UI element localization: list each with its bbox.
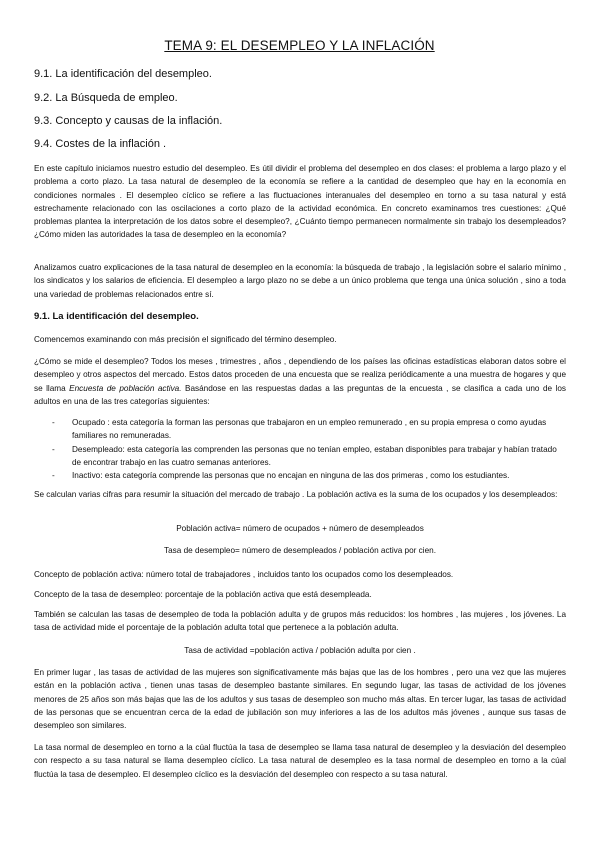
section-paragraph-1: Comencemos examinando con más precisión el significado del término desempleo.: [34, 335, 337, 344]
list-item: [34, 469, 566, 482]
concept-active-population: Concepto de población activa: número total de trabajadores , incluidos tanto los ocupados como los desempleados.: [34, 570, 454, 579]
toc-item-9-4: 9.4. Costes de la inflación .: [34, 138, 167, 150]
section-paragraph-6: La tasa normal de desempleo en torno a la cúal fluctúa la tasa de desempleo se llama tasa natural de desempleo y la desviación del desempleo con respecto a su tasa natural se llama desempleo cíclico. La tasa natural de desempleo es la tasa normal de desempleo en torno a la cúal fluctúa la tasa de desempleo. El desempleo cíclico es la desviación del desempleo con respecto a su tasa natural.: [34, 743, 566, 779]
concept-unemployment-rate: Concepto de la tasa de desempleo: porcentaje de la población activa que está desempleada.: [34, 590, 372, 599]
toc-item-9-3: 9.3. Concepto y causas de la inflación.: [34, 115, 223, 127]
bullet-dash: -: [52, 471, 55, 481]
category-list: [34, 416, 566, 482]
section-paragraph-2: [34, 355, 566, 408]
formula-unemployment-rate: Tasa de desempleo= número de desempleados / población activa por cien.: [164, 546, 436, 555]
formula-activity-rate: Tasa de actividad =población activa / población adulta por cien .: [184, 646, 416, 655]
survey-name: Encuesta de población activa.: [69, 383, 182, 393]
intro-paragraph-1: En este capítulo iniciamos nuestro estudio del desempleo. Es útil dividir el problema del desempleo en dos clases: el problema a largo plazo y el problema a corto plazo. La tasa natural de desempleo de la economía se refiere a la cantidad de desempleo que hay en la economía en condiciones normales . El desempleo cíclico se refiere a las fluctuaciones interanuales del desempleo en torno a su tasa natural y está estrechamente relacionado con las oscilaciones a corto plazo de la actividad económica. En concreto examinamos tres cuestiones: ¿Qué problemas plantea la interpretación de los datos sobre el desempleo?, ¿Cuánto tiempo permanecen normalmente sin trabajo los desempleados? ¿Cómo miden las autoridades la tasa de desempleo en la economía?: [34, 164, 566, 240]
intro-paragraph-2: Analizamos cuatro explicaciones de la tasa natural de desempleo en la economía: la búsqueda de trabajo , la legislación sobre el salario mínimo , los sindicatos y los salarios de eficiencia. El desempleo a largo plazo no se debe a un único problema que tenga una única solución , sino a toda una variedad de problemas relacionados entre sí.: [34, 263, 566, 299]
formula-population: Población activa= número de ocupados + número de desempleados: [176, 524, 424, 533]
list-item: [34, 443, 566, 470]
bullet-dash: -: [52, 418, 55, 427]
list-item-text: Ocupado : esta categoría la forman las personas que trabajaron en un empleo remunerado , en su propia empresa o como ayudas familiares no remuneradas.: [72, 418, 547, 441]
section-paragraph-4: También se calculan las tasas de desempleo de toda la población adulta y de grupos más reducidos: los hombres , las mujeres , los jóvenes. La tasa de actividad mide el porcentaje de la población adulta total que pertenece a la población adulta.: [34, 610, 566, 633]
bullet-dash: -: [52, 444, 55, 454]
list-item: [34, 416, 566, 443]
list-item-text: Desempleado: esta categoría las comprenden las personas que no tenían empleo, estaban disponibles para trabajar y habían tratado de encontrar trabajo en las cuatro semanas anteriores.: [72, 444, 557, 467]
section-paragraph-5: En primer lugar , las tasas de actividad de las mujeres son significativamente más bajas que las de los hombres , pero una vez que las mujeres están en la población activa , tienen unas tasas de desempleo bastante similares. En segundo lugar, las tasas de actividad de los jóvenes menores de 25 años son más bajas que las de los adultos y sus tasas de desempleo son mucho más altas. En tercer lugar, las tasas de actividad de las personas que se encuentran cerca de la edad de jubilación son muy inferiores a las de los adultos más jóvenes , aunque sus tasas de desempleo son similares.: [34, 668, 566, 731]
paragraph-text: ¿Cómo se mide el desempleo? Todos los meses , trimestres , años , dependiendo de los países las oficinas estadísticas elaboran datos sobre el desempleo y otros aspectos del mercado. Estos datos proceden de una encuesta que se realiza periódicamente a una muestra de hogares y que se llama: [34, 357, 566, 393]
toc-item-9-1: 9.1. La identificación del desempleo.: [34, 68, 212, 80]
list-item-text: Inactivo: esta categoría comprende las personas que no encajan en ninguna de las dos primeras , como los estudiantes.: [72, 471, 510, 481]
paragraph-text: Basándose en las respuestas dadas a las preguntas de la encuesta , se clasifica a cada uno de los adultos en una de las tres categorías siguientes:: [34, 383, 566, 406]
page-title: TEMA 9: EL DESEMPLEO Y LA INFLACIÓN: [164, 38, 435, 53]
section-paragraph-3: Se calculan varias cifras para resumir la situación del mercado de trabajo . La población activa es la suma de los ocupados y los desempleados:: [34, 490, 558, 499]
section-heading: 9.1. La identificación del desempleo.: [34, 311, 199, 322]
toc-item-9-2: 9.2. La Búsqueda de empleo.: [34, 92, 178, 104]
